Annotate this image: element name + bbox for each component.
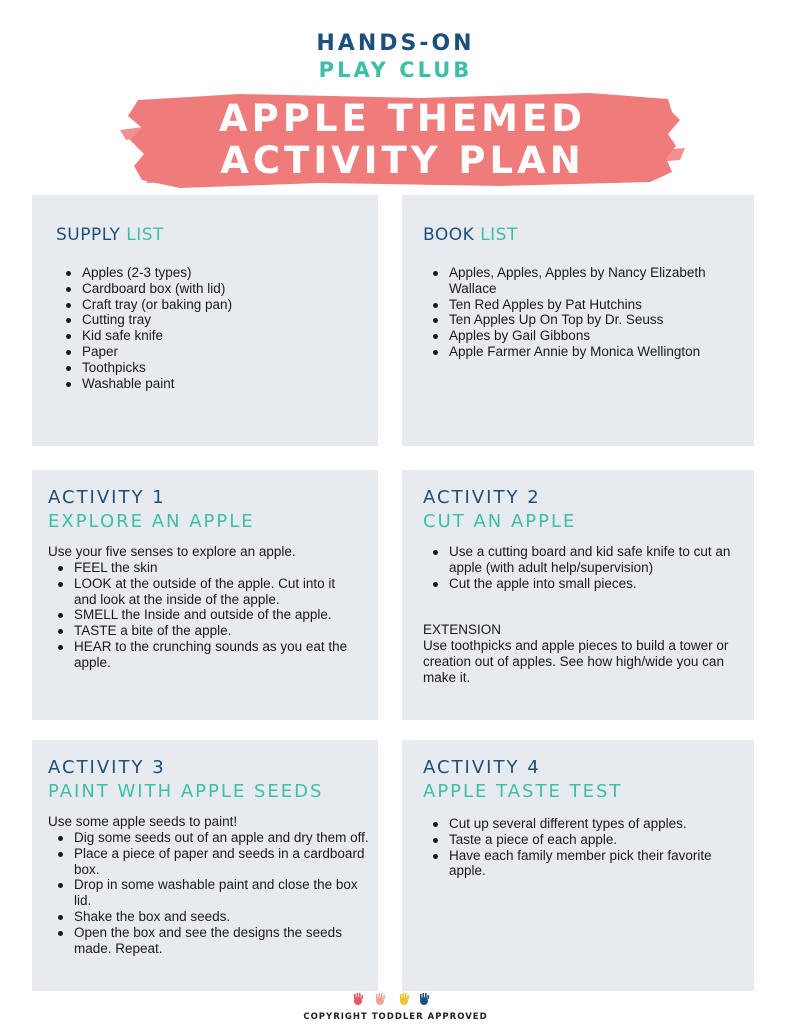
activity-3-steps	[48, 830, 374, 956]
list-item: LOOK at the outside of the apple. Cut into it and look at the inside of the apple.	[48, 576, 348, 608]
list-item: Craft tray (or baking pan)	[56, 297, 366, 313]
list-item: Washable paint	[56, 376, 366, 392]
copyright-footer: COPYRIGHT TODDLER APPROVED	[303, 1012, 488, 1022]
book-list-card	[402, 195, 754, 446]
list-item: Drop in some washable paint and close the box lid.	[48, 877, 374, 909]
list-item: Place a piece of paper and seeds in a cardboard box.	[48, 846, 374, 878]
list-item: Dig some seeds out of an apple and dry them off.	[48, 830, 374, 846]
list-item: Apples, Apples, Apples by Nancy Elizabeth Wallace	[423, 265, 723, 297]
extension-label: EXTENSION	[423, 622, 502, 637]
list-item: Cutting tray	[56, 312, 366, 328]
brand-line-2: PLAY CLUB	[318, 58, 473, 82]
list-item: Apples by Gail Gibbons	[423, 328, 723, 344]
activity-2-title: ACTIVITY 2	[423, 487, 541, 508]
activity-4-steps	[423, 816, 723, 879]
activity-2-steps	[423, 544, 731, 591]
activity-1-intro: Use your five senses to explore an apple.	[48, 544, 296, 559]
book-list-title: BOOK LIST	[423, 225, 518, 245]
activity-3-subtitle: PAINT WITH APPLE SEEDS	[48, 781, 324, 802]
list-item: Apples (2-3 types)	[56, 265, 366, 281]
list-item: Toothpicks	[56, 360, 366, 376]
list-item: Ten Red Apples by Pat Hutchins	[423, 297, 723, 313]
activity-3-card	[32, 740, 378, 991]
list-item: Taste a piece of each apple.	[423, 832, 723, 848]
list-item: Kid safe knife	[56, 328, 366, 344]
supply-list-title: SUPPLY LIST	[56, 225, 164, 245]
list-item: HEAR to the crunching sounds as you eat the apple.	[48, 639, 348, 671]
activity-1-steps	[48, 560, 348, 671]
list-item: FEEL the skin	[48, 560, 348, 576]
activity-2-card	[402, 470, 754, 720]
activity-4-title: ACTIVITY 4	[423, 757, 541, 778]
title-banner	[120, 90, 685, 190]
list-item: TASTE a bite of the apple.	[48, 623, 348, 639]
activity-3-intro: Use some apple seeds to paint!	[48, 814, 238, 829]
activity-2-subtitle: CUT AN APPLE	[423, 511, 577, 532]
activity-3-title: ACTIVITY 3	[48, 757, 166, 778]
list-item: Cardboard box (with lid)	[56, 281, 366, 297]
list-item: Open the box and see the designs the seeds made. Repeat.	[48, 925, 374, 957]
hand-icon	[350, 992, 440, 1008]
list-item: Ten Apples Up On Top by Dr. Seuss	[423, 312, 723, 328]
activity-1-title: ACTIVITY 1	[48, 487, 166, 508]
list-item: SMELL the Inside and outside of the apple.	[48, 607, 348, 623]
page-title-line-1: APPLE THEMED	[219, 97, 586, 140]
list-item: Cut up several different types of apples.	[423, 816, 723, 832]
list-item: Use a cutting board and kid safe knife to cut an apple (with adult help/supervision)	[423, 544, 731, 576]
activity-4-card	[402, 740, 754, 991]
list-item: Cut the apple into small pieces.	[423, 576, 731, 592]
brand-line-1: HANDS-ON	[316, 31, 475, 56]
list-item: Shake the box and seeds.	[48, 909, 374, 925]
supply-list-card	[32, 195, 378, 446]
activity-1-card	[32, 470, 378, 720]
list-item: Apple Farmer Annie by Monica Wellington	[423, 344, 723, 360]
footer-logo	[350, 992, 440, 1008]
list-item: Have each family member pick their favorite apple.	[423, 848, 723, 880]
list-item: Paper	[56, 344, 366, 360]
activity-1-subtitle: EXPLORE AN APPLE	[48, 511, 255, 532]
extension-text: Use toothpicks and apple pieces to build a tower or creation out of apples. See how high/wide you can make it.	[423, 638, 729, 685]
page-title-line-2: ACTIVITY PLAN	[220, 139, 585, 182]
activity-4-subtitle: APPLE TASTE TEST	[423, 781, 623, 802]
supply-list	[56, 265, 366, 391]
book-list	[423, 265, 723, 360]
brand-logo	[0, 30, 791, 83]
page-title	[120, 98, 685, 182]
